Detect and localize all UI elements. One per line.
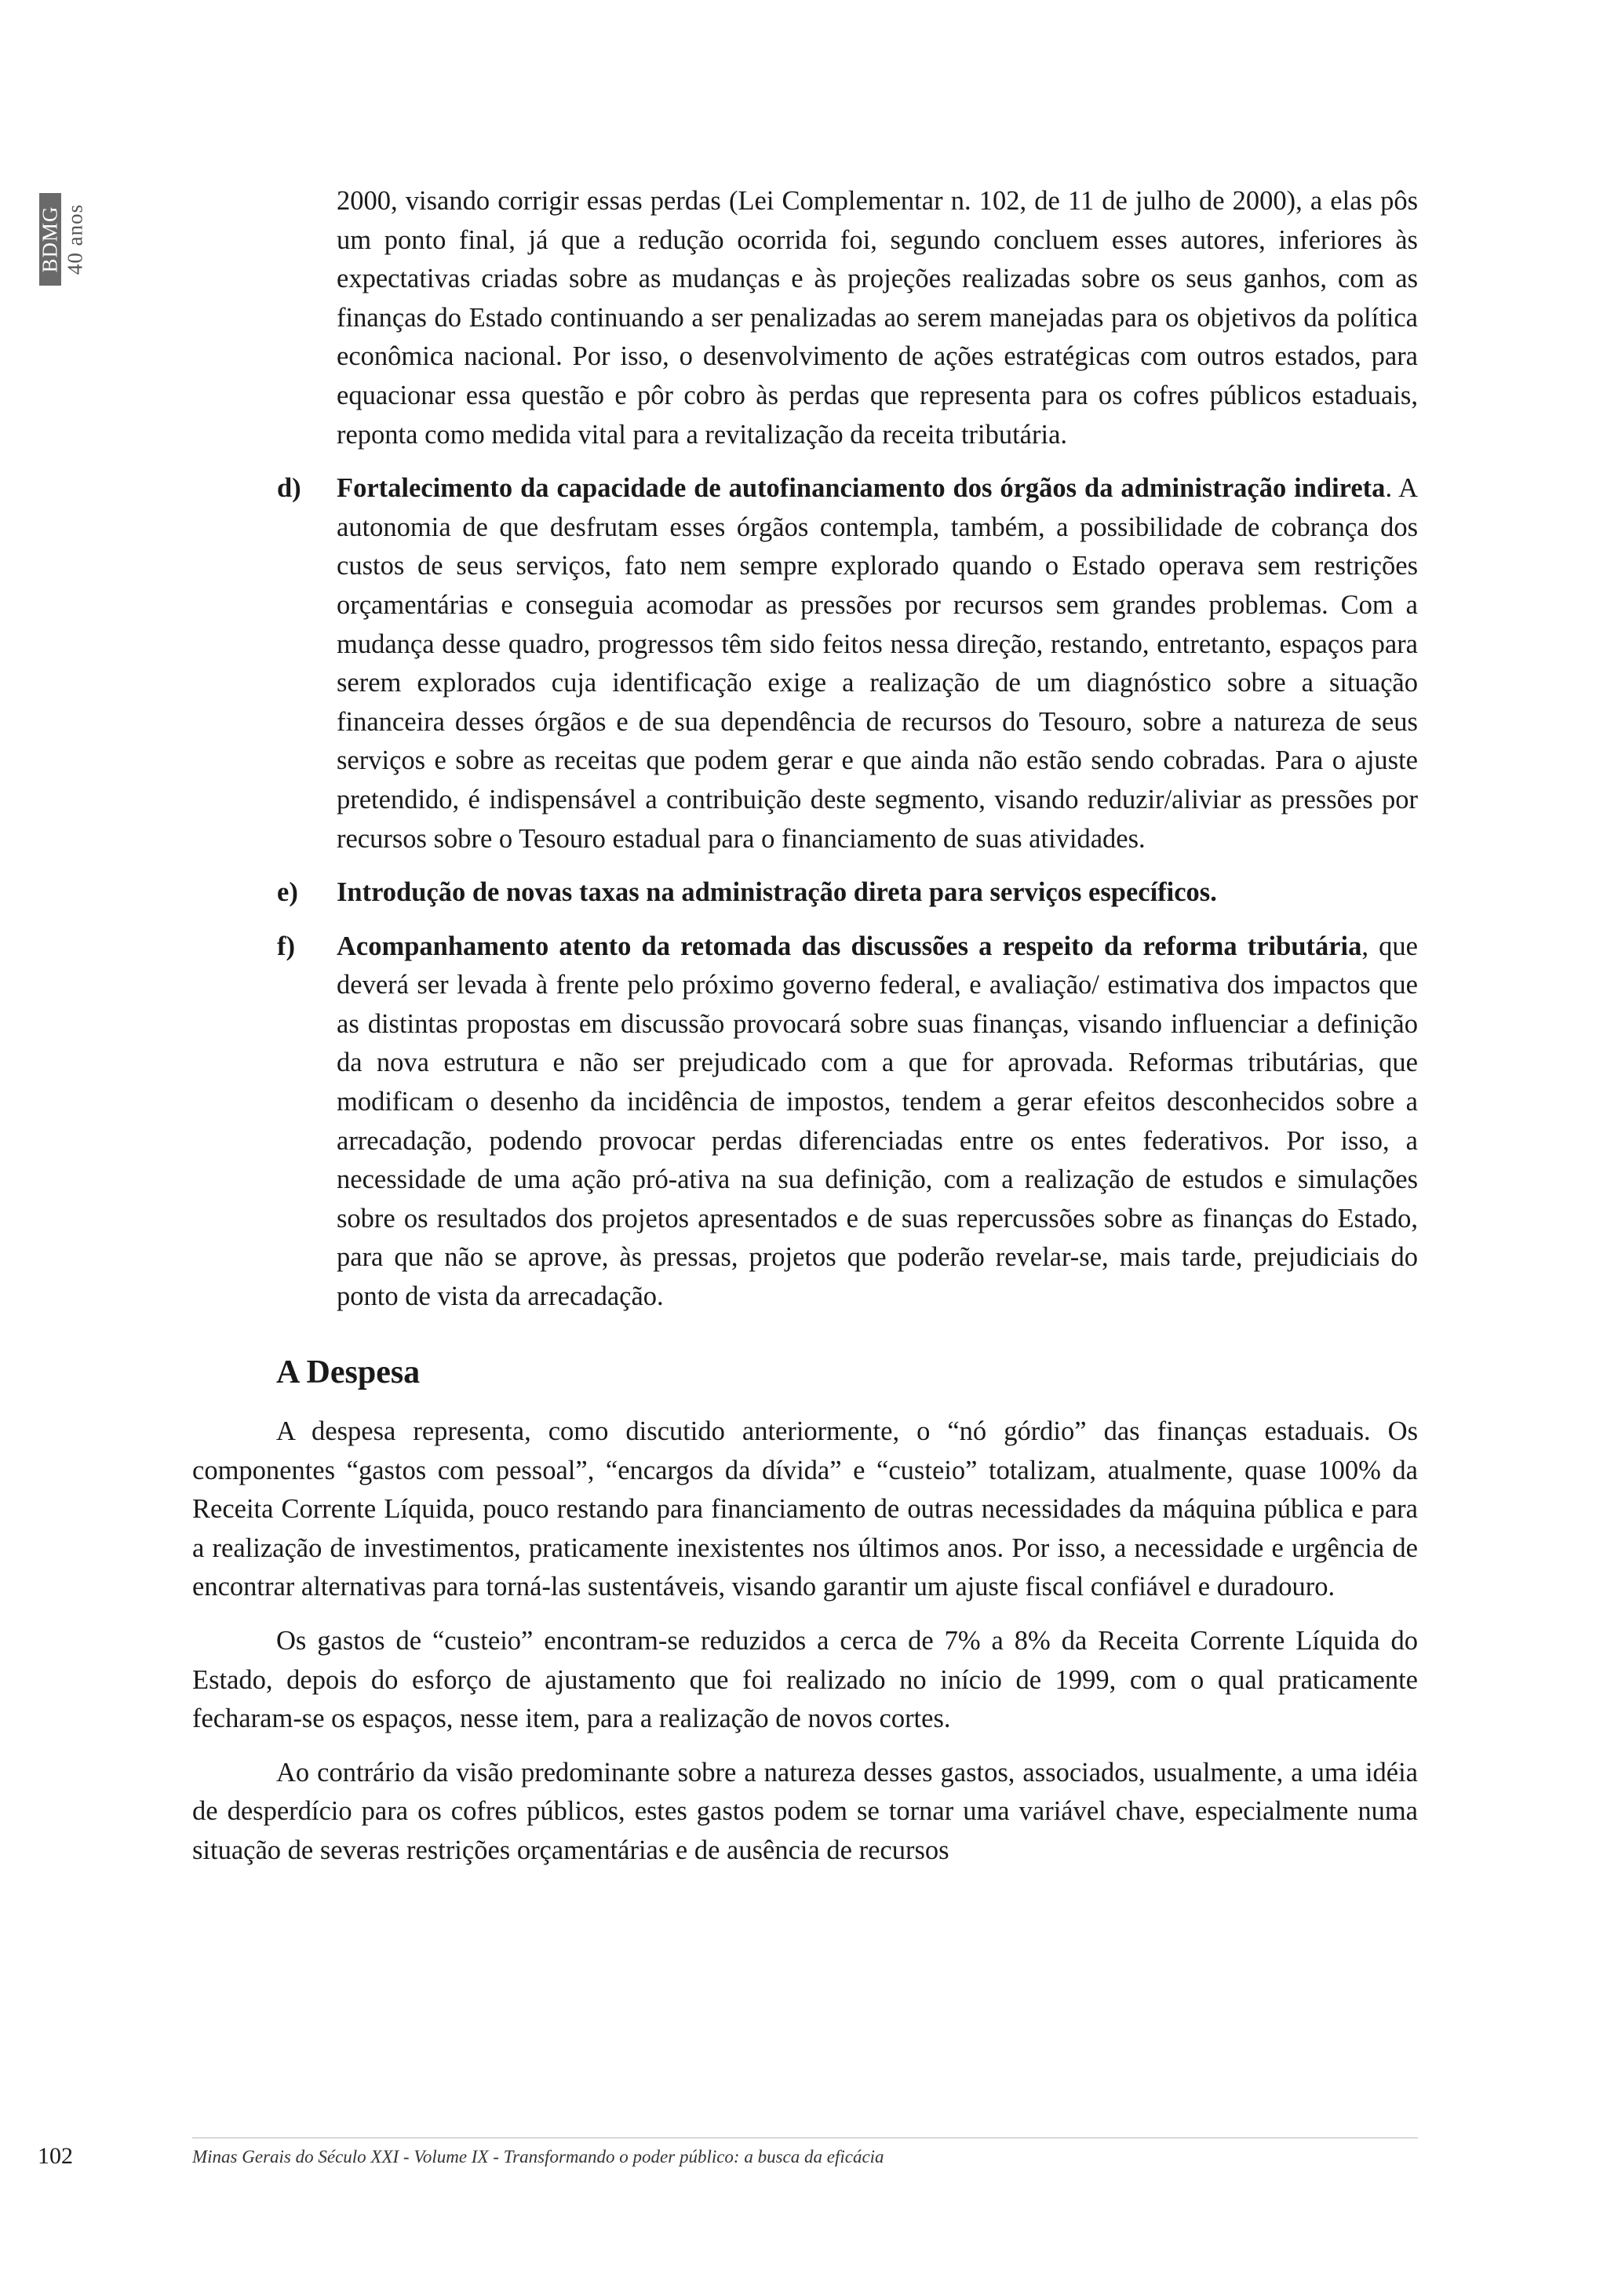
page-content <box>192 182 1418 1317</box>
side-tab-years: 40 anos <box>63 203 87 275</box>
list-item-body: . A autonomia de que desfrutam esses órgãos contempla, também, a possibilidade de cobrança dos custos de seus serviços, fato nem sempre explorado quando o Estado operava sem restrições orçamentárias e conseguia acomodar as pressões por recursos sem grandes problemas. Com a mudança desse quadro, progressos têm sido feitos nessa direção, restando, entretanto, espaços para serem explorados cuja identificação exige a realização de um diagnóstico sobre a situação financeira desses órgãos e de sua dependência de recursos do Tesouro, sobre a natureza de seus serviços e sobre as receitas que podem gerar e que ainda não estão sendo cobradas. Para o ajuste pretendido, é indispensável a contribuição deste segmento, visando reduzir/aliviar as pressões por recursos sobre o Tesouro estadual para o financiamento de suas atividades. <box>337 473 1419 854</box>
page-number: 102 <box>38 2143 73 2169</box>
side-tab-brand: BDMG <box>38 206 62 273</box>
list-item-bold-lead: Fortalecimento da capacidade de autofinanciamento dos órgãos da administração indireta <box>337 473 1386 504</box>
list-marker: e) <box>277 877 298 908</box>
list-item-f <box>277 928 1418 1317</box>
list-item-bold-lead: Acompanhamento atento da retomada das discussões a respeito da reforma tributária <box>337 931 1362 961</box>
list-item-bold-lead: Introdução de novas taxas na administração direta para serviços específicos. <box>337 877 1217 908</box>
running-footer-title: Minas Gerais do Século XXI - Volume IX - Transformando o poder público: a busca da eficácia <box>192 2147 884 2167</box>
continuation-paragraph: 2000, visando corrigir essas perdas (Lei Complementar n. 102, de 11 de julho de 2000), a elas pôs um ponto final, já que a redução ocorrida foi, segundo concluem esses autores, inferiores às expectativas criadas sobre as mudanças e às projeções realizadas sobre os seus ganhos, com as finanças do Estado continuando a ser penalizadas ao serem manejadas para os objetivos da política econômica nacional. Por isso, o desenvolvimento de ações estratégicas com outros estados, para equacionar essa questão e pôr cobro às perdas que representa para os cofres públicos estaduais, reponta como medida vital para a revitalização da receita tributária. <box>337 186 1418 450</box>
list-item-text <box>337 873 1418 913</box>
list-marker: d) <box>277 473 301 504</box>
list-marker: f) <box>277 931 295 961</box>
list-item-text <box>337 469 1418 858</box>
list-item-e <box>277 873 1418 913</box>
section-body <box>192 1412 1418 1871</box>
side-tab <box>38 193 104 287</box>
section-paragraph: A despesa representa, como discutido anteriormente, o “nó górdio” das finanças estaduais. Os componentes “gastos com pessoal”, “encargos da dívida” e “custeio” totalizam, atualmente, quase 100% da Receita Corrente Líquida, pouco restando para financiamento de outras necessidades da máquina pública e para a realização de investimentos, praticamente inexistentes nos últimos anos. Por isso, a necessidade e urgência de encontrar alternativas para torná-las sustentáveis, visando garantir um ajuste fiscal confiável e duradouro. <box>192 1416 1418 1602</box>
section-paragraph: Ao contrário da visão predominante sobre a natureza desses gastos, associados, usualmente, a uma idéia de desperdício para os cofres públicos, estes gastos podem se tornar uma variável chave, especialmente numa situação de severas restrições orçamentárias e de ausência de recursos <box>192 1757 1418 1865</box>
footer-divider <box>192 2137 1418 2138</box>
list-item-body: , que deverá ser levada à frente pelo próximo governo federal, e avaliação/ estimativa dos impactos que as distintas propostas em discussão provocará sobre suas finanças, visando influenciar a definição da nova estrutura e não ser prejudicado com a que for aprovada. Reformas tributárias, que modificam o desenho da incidência de impostos, tendem a gerar efeitos desconhecidos sobre a arrecadação, podendo provocar perdas diferenciadas entre os entes federativos. Por isso, a necessidade de uma ação pró-ativa na sua definição, com a realização de estudos e simulações sobre os resultados dos projetos apresentados e de suas repercussões sobre as finanças do Estado, para que não se aprove, às pressas, projetos que poderão revelar-se, mais tarde, prejudiciais do ponto de vista da arrecadação. <box>337 931 1418 1312</box>
section-paragraph: Os gastos de “custeio” encontram-se reduzidos a cerca de 7% a 8% da Receita Corrente Líquida do Estado, depois do esforço de ajustamento que foi realizado no início de 1999, com o qual praticamente fecharam-se os espaços, nesse item, para a realização de novos cortes. <box>192 1625 1418 1734</box>
section-title: A Despesa <box>276 1354 421 1390</box>
list-item-text <box>337 928 1418 1317</box>
list-item-d <box>277 469 1419 858</box>
